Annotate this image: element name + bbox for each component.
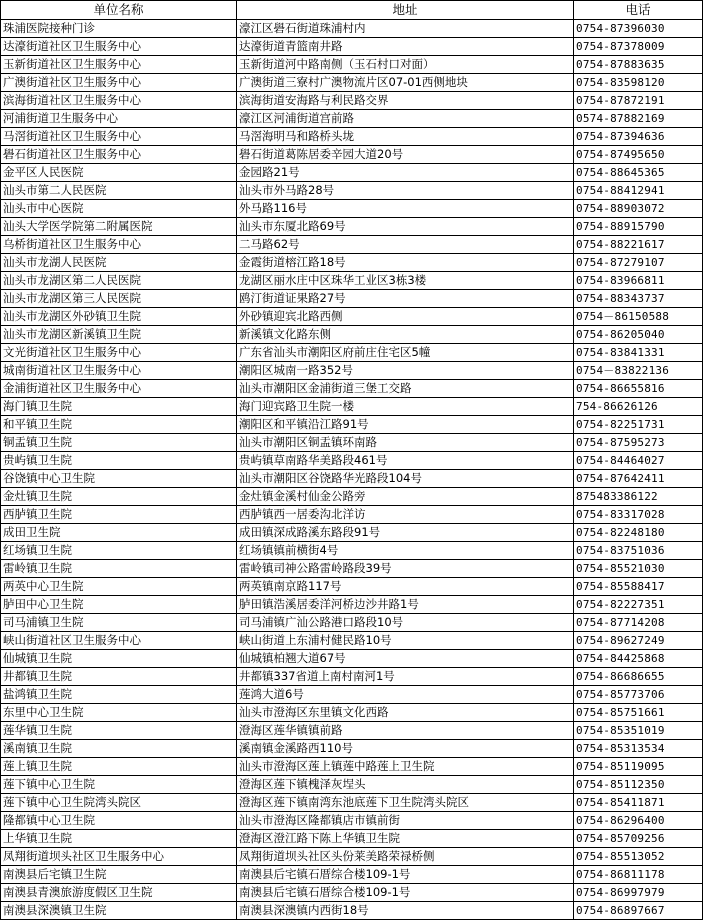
- cell-address: 红场镇镇前横街4号: [237, 542, 574, 560]
- cell-phone: 0754-89627249: [574, 632, 703, 650]
- cell-phone: 0754-85112350: [574, 776, 703, 794]
- cell-phone: 0754-83966811: [574, 272, 703, 290]
- table-row: [1, 650, 703, 668]
- cell-address: 峡山街道上东浦村健民路10号: [237, 632, 574, 650]
- cell-phone: 0754-82251731: [574, 416, 703, 434]
- table-row: [1, 344, 703, 362]
- cell-address: 溪南镇金溪路西110号: [237, 740, 574, 758]
- cell-name: 文光街道社区卫生服务中心: [1, 344, 237, 362]
- table-row: [1, 812, 703, 830]
- cell-name: 和平镇卫生院: [1, 416, 237, 434]
- table-row: [1, 326, 703, 344]
- cell-address: 井都镇337省道上南村南河1号: [237, 668, 574, 686]
- cell-phone: 0754-83751036: [574, 542, 703, 560]
- cell-name: 马滘街道社区卫生服务中心: [1, 128, 237, 146]
- cell-address: 两英镇南京路117号: [237, 578, 574, 596]
- cell-name: 胪田中心卫生院: [1, 596, 237, 614]
- cell-phone: 0754-85513052: [574, 848, 703, 866]
- cell-phone: 0754-86296400: [574, 812, 703, 830]
- cell-address: 汕头市澄海区隆都镇店市镇前街: [237, 812, 574, 830]
- cell-phone: 0754-87595273: [574, 434, 703, 452]
- cell-address: 胪田镇浩溪居委洋河桥边沙井路1号: [237, 596, 574, 614]
- cell-phone: 0754-88343737: [574, 290, 703, 308]
- cell-address: 新溪镇文化路东侧: [237, 326, 574, 344]
- cell-phone: 0754-88221617: [574, 236, 703, 254]
- table-row: [1, 110, 703, 128]
- table-row: [1, 236, 703, 254]
- table-row: [1, 290, 703, 308]
- cell-name: 礐石街道社区卫生服务中心: [1, 146, 237, 164]
- cell-name: 司马浦镇卫生院: [1, 614, 237, 632]
- table-row: [1, 668, 703, 686]
- cell-name: 汕头市第二人民医院: [1, 182, 237, 200]
- table-row: [1, 830, 703, 848]
- cell-phone: 0754-86897667: [574, 902, 703, 920]
- cell-address: 汕头市澄海区东里镇文化西路: [237, 704, 574, 722]
- cell-address: 滨海街道安海路与利民路交界: [237, 92, 574, 110]
- column-header-name: 单位名称: [1, 1, 237, 20]
- table-row: [1, 380, 703, 398]
- cell-address: 凤翔街道坝头社区头份莱美路荣禄桥侧: [237, 848, 574, 866]
- cell-name: 汕头市龙湖人民医院: [1, 254, 237, 272]
- cell-phone: 0754-87872191: [574, 92, 703, 110]
- cell-name: 汕头市龙湖区外砂镇卫生院: [1, 308, 237, 326]
- cell-name: 盐鸿镇卫生院: [1, 686, 237, 704]
- cell-name: 达濠街道社区卫生服务中心: [1, 38, 237, 56]
- cell-address: 金灶镇金溪村仙金公路旁: [237, 488, 574, 506]
- cell-phone: 754-86626126: [574, 398, 703, 416]
- cell-address: 南澳县后宅镇石厝综合楼109-1号: [237, 884, 574, 902]
- cell-name: 金浦街道社区卫生服务中心: [1, 380, 237, 398]
- table-row: [1, 596, 703, 614]
- cell-address: 达濠街道青篮南井路: [237, 38, 574, 56]
- cell-name: 莲下镇中心卫生院湾头院区: [1, 794, 237, 812]
- cell-phone: 0754-86997979: [574, 884, 703, 902]
- cell-phone: 0754-87378009: [574, 38, 703, 56]
- cell-phone: 0754－83822136: [574, 362, 703, 380]
- cell-address: 澄海区莲下镇南湾东池底莲下卫生院湾头院区: [237, 794, 574, 812]
- cell-phone: 0754-88412941: [574, 182, 703, 200]
- cell-address: 西胪镇西一居委沟北洋访: [237, 506, 574, 524]
- cell-address: 南澳县深澳镇内西街18号: [237, 902, 574, 920]
- cell-name: 汕头大学医学院第二附属医院: [1, 218, 237, 236]
- cell-name: 南澳县青澳旅游度假区卫生院: [1, 884, 237, 902]
- cell-phone: 0754-85119095: [574, 758, 703, 776]
- cell-name: 莲上镇卫生院: [1, 758, 237, 776]
- cell-phone: 0754-87642411: [574, 470, 703, 488]
- cell-name: 两英中心卫生院: [1, 578, 237, 596]
- cell-phone: 0754-87883635: [574, 56, 703, 74]
- cell-address: 澄海区澄江路下陈上华镇卫生院: [237, 830, 574, 848]
- table-row: [1, 776, 703, 794]
- cell-name: 隆都镇中心卫生院: [1, 812, 237, 830]
- column-header-address: 地址: [237, 1, 574, 20]
- cell-phone: 0754-85751661: [574, 704, 703, 722]
- cell-address: 金霞街道榕江路18号: [237, 254, 574, 272]
- cell-name: 乌桥街道社区卫生服务中心: [1, 236, 237, 254]
- cell-address: 汕头市潮阳区金浦街道三堡工交路: [237, 380, 574, 398]
- cell-address: 海门迎宾路卫生院一楼: [237, 398, 574, 416]
- table-row: [1, 164, 703, 182]
- table-row: [1, 578, 703, 596]
- table-row: [1, 722, 703, 740]
- cell-phone: 0754-87279107: [574, 254, 703, 272]
- cell-name: 汕头市中心医院: [1, 200, 237, 218]
- table-row: [1, 38, 703, 56]
- cell-name: 峡山街道社区卫生服务中心: [1, 632, 237, 650]
- cell-phone: 0754-83317028: [574, 506, 703, 524]
- cell-name: 城南街道社区卫生服务中心: [1, 362, 237, 380]
- cell-phone: 0754-85588417: [574, 578, 703, 596]
- cell-phone: 0754-87396030: [574, 20, 703, 38]
- cell-phone: 0754-82248180: [574, 524, 703, 542]
- cell-phone: 0754-88645365: [574, 164, 703, 182]
- table-row: [1, 272, 703, 290]
- table-row: [1, 200, 703, 218]
- cell-name: 铜盂镇卫生院: [1, 434, 237, 452]
- cell-name: 金平区人民医院: [1, 164, 237, 182]
- cell-name: 仙城镇卫生院: [1, 650, 237, 668]
- table-row: [1, 704, 703, 722]
- cell-phone: 0754-88903072: [574, 200, 703, 218]
- table-row: [1, 128, 703, 146]
- header-row: [1, 1, 703, 20]
- table-row: [1, 848, 703, 866]
- table-row: [1, 452, 703, 470]
- table-row: [1, 524, 703, 542]
- cell-name: 河浦街道卫生服务中心: [1, 110, 237, 128]
- cell-phone: 0574-87882169: [574, 110, 703, 128]
- cell-name: 上华镇卫生院: [1, 830, 237, 848]
- cell-address: 外马路116号: [237, 200, 574, 218]
- table-row: [1, 20, 703, 38]
- cell-phone: 0754-85351019: [574, 722, 703, 740]
- cell-name: 成田卫生院: [1, 524, 237, 542]
- cell-address: 二马路62号: [237, 236, 574, 254]
- cell-phone: 0754-86655816: [574, 380, 703, 398]
- cell-address: 司马浦镇广汕公路港口路段10号: [237, 614, 574, 632]
- table-row: [1, 308, 703, 326]
- cell-phone: 0754-87394636: [574, 128, 703, 146]
- table-row: [1, 218, 703, 236]
- cell-phone: 0754-82227351: [574, 596, 703, 614]
- table-row: [1, 146, 703, 164]
- cell-phone: 0754-88915790: [574, 218, 703, 236]
- cell-address: 汕头市外马路28号: [237, 182, 574, 200]
- table-row: [1, 416, 703, 434]
- table-row: [1, 542, 703, 560]
- table-row: [1, 758, 703, 776]
- cell-address: 潮阳区城南一路352号: [237, 362, 574, 380]
- cell-phone: 0754-85773706: [574, 686, 703, 704]
- cell-name: 珠浦医院接种门诊: [1, 20, 237, 38]
- cell-address: 金园路21号: [237, 164, 574, 182]
- cell-phone: 0754-87714208: [574, 614, 703, 632]
- table-row: [1, 362, 703, 380]
- cell-phone: 0754-87495650: [574, 146, 703, 164]
- cell-phone: 0754-86205040: [574, 326, 703, 344]
- cell-name: 南澳县深澳镇卫生院: [1, 902, 237, 920]
- cell-address: 汕头市潮阳区谷饶路华光路段104号: [237, 470, 574, 488]
- cell-address: 濠江区河浦街道宫前路: [237, 110, 574, 128]
- cell-address: 南澳县后宅镇石厝综合楼109-1号: [237, 866, 574, 884]
- cell-phone: 0754-83841331: [574, 344, 703, 362]
- cell-phone: 0754-83598120: [574, 74, 703, 92]
- table-row: [1, 488, 703, 506]
- cell-address: 莲鸿大道6号: [237, 686, 574, 704]
- cell-name: 红场镇卫生院: [1, 542, 237, 560]
- table-row: [1, 686, 703, 704]
- cell-address: 鸥汀街道证果路27号: [237, 290, 574, 308]
- table-row: [1, 560, 703, 578]
- cell-name: 西胪镇卫生院: [1, 506, 237, 524]
- cell-address: 汕头市潮阳区铜盂镇环南路: [237, 434, 574, 452]
- cell-address: 濠江区礐石街道珠浦村内: [237, 20, 574, 38]
- cell-address: 成田镇深成路溪东路段91号: [237, 524, 574, 542]
- cell-address: 仙城镇柏翘大道67号: [237, 650, 574, 668]
- cell-name: 汕头市龙湖区新溪镇卫生院: [1, 326, 237, 344]
- table-row: [1, 74, 703, 92]
- cell-phone: 0754-84464027: [574, 452, 703, 470]
- table-body: [1, 20, 703, 920]
- table-row: [1, 884, 703, 902]
- cell-phone: 0754-86811178: [574, 866, 703, 884]
- table-row: [1, 92, 703, 110]
- table-row: [1, 56, 703, 74]
- cell-phone: 0754-85521030: [574, 560, 703, 578]
- cell-phone: 0754-84425868: [574, 650, 703, 668]
- cell-phone: 0754-85709256: [574, 830, 703, 848]
- cell-address: 汕头市东厦北路69号: [237, 218, 574, 236]
- cell-name: 凤翔街道坝头社区卫生服务中心: [1, 848, 237, 866]
- table-row: [1, 794, 703, 812]
- cell-name: 雷岭镇卫生院: [1, 560, 237, 578]
- cell-name: 汕头市龙湖区第二人民医院: [1, 272, 237, 290]
- cell-address: 外砂镇迎宾北路西侧: [237, 308, 574, 326]
- table-row: [1, 614, 703, 632]
- cell-phone: 0754-85411871: [574, 794, 703, 812]
- cell-name: 玉新街道社区卫生服务中心: [1, 56, 237, 74]
- cell-name: 东里中心卫生院: [1, 704, 237, 722]
- cell-name: 南澳县后宅镇卫生院: [1, 866, 237, 884]
- table-row: [1, 182, 703, 200]
- cell-address: 汕头市澄海区莲上镇莲中路莲上卫生院: [237, 758, 574, 776]
- table-row: [1, 434, 703, 452]
- cell-address: 龙湖区丽水庄中区珠华工业区3栋3楼: [237, 272, 574, 290]
- cell-phone: 0754－86150588: [574, 308, 703, 326]
- cell-name: 贵屿镇卫生院: [1, 452, 237, 470]
- cell-address: 广东省汕头市潮阳区府前庄住宅区5幢: [237, 344, 574, 362]
- cell-name: 滨海街道社区卫生服务中心: [1, 92, 237, 110]
- cell-name: 汕头市龙湖区第三人民医院: [1, 290, 237, 308]
- table-row: [1, 506, 703, 524]
- cell-address: 澄海区莲华镇镇前路: [237, 722, 574, 740]
- cell-phone: 875483386122: [574, 488, 703, 506]
- cell-address: 礐石街道葛陈居委辛园大道20号: [237, 146, 574, 164]
- cell-address: 马滘海明马和路桥头垅: [237, 128, 574, 146]
- cell-name: 谷饶镇中心卫生院: [1, 470, 237, 488]
- table-row: [1, 254, 703, 272]
- table-row: [1, 866, 703, 884]
- cell-address: 贵屿镇草南路华美路段461号: [237, 452, 574, 470]
- cell-name: 海门镇卫生院: [1, 398, 237, 416]
- table-row: [1, 398, 703, 416]
- cell-address: 潮阳区和平镇沿江路91号: [237, 416, 574, 434]
- cell-name: 溪南镇卫生院: [1, 740, 237, 758]
- cell-address: 玉新街道河中路南侧（玉石村口对面）: [237, 56, 574, 74]
- cell-address: 雷岭镇司神公路雷岭路段39号: [237, 560, 574, 578]
- table-row: [1, 470, 703, 488]
- cell-address: 广澳街道三寮村广澳物流片区07-01西侧地块: [237, 74, 574, 92]
- column-header-phone: 电话: [574, 1, 703, 20]
- cell-name: 莲华镇卫生院: [1, 722, 237, 740]
- cell-phone: 0754-86686655: [574, 668, 703, 686]
- cell-address: 澄海区莲下镇槐泽灰埕头: [237, 776, 574, 794]
- cell-name: 井都镇卫生院: [1, 668, 237, 686]
- table-row: [1, 740, 703, 758]
- cell-name: 广澳街道社区卫生服务中心: [1, 74, 237, 92]
- table-row: [1, 632, 703, 650]
- table-row: [1, 902, 703, 920]
- cell-name: 金灶镇卫生院: [1, 488, 237, 506]
- cell-name: 莲下镇中心卫生院: [1, 776, 237, 794]
- cell-phone: 0754-85313534: [574, 740, 703, 758]
